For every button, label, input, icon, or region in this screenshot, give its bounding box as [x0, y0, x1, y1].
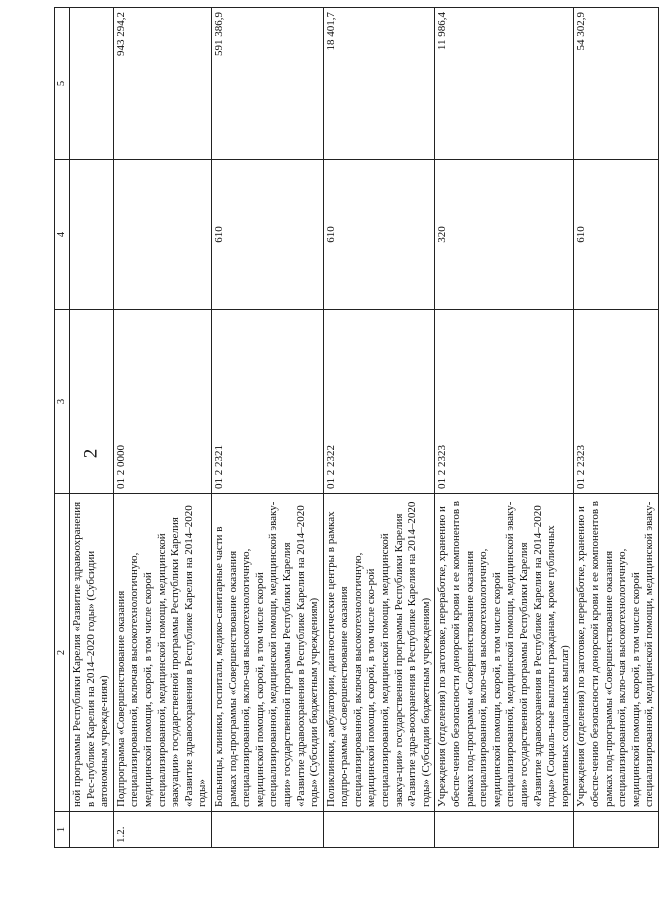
column-header-2: 2	[55, 494, 70, 812]
page-number: 2	[80, 448, 102, 459]
row-description: Поликлиники, амбулатории, диагностические центры в рамках подпро-граммы «Совершенствование оказания специализированной, включая высокотехнологичную, медицинской помощи, скорой, в том числе ско-рой специализированной, медицинской помощи, медицинской эвакуа-ции» государственной программы Республики Карелия «Развитие здра-воохранения в Республике Карелия на 2014–2020 годы» (Субсидии бюджетным учреждениям)	[323, 494, 435, 812]
budget-table	[54, 7, 659, 848]
amount: 11 986,4	[435, 8, 574, 160]
target-article-code: 01 2 0000	[113, 310, 211, 494]
row-description: Учреждения (отделения) по заготовке, переработке, хранению и обеспе-чению безопасности донорской крови и ее компонентов в рамках под-программы «Совершенствование оказания специализированной, вклю-чая высокотехнологичную, медицинской помощи, скорой, в том числе скорой специализированной, медицинской помощи, медицинской эваку-ации» государственной программы Республики Карелия «Развитие здравоохранения в Республике Карелия на 2014–2020 годы» (Социаль-ные выплаты гражданам, кроме публичных нормативных социальных выплат)	[435, 494, 574, 812]
amount: 943 294,2	[113, 8, 211, 160]
column-header-3: 3	[55, 310, 70, 494]
column-header-1: 1	[55, 812, 70, 848]
target-article-code	[70, 310, 114, 494]
row-description: ной программы Республики Карелия «Развитие здравоохранения в Рес-публике Карелия на 2014–2020 годы» (Субсидии автономным учрежде-ниям)	[70, 494, 114, 812]
table-row	[211, 8, 323, 848]
expense-type-code: 610	[574, 160, 659, 310]
amount: 54 302,9	[574, 8, 659, 160]
row-number	[574, 812, 659, 848]
column-header-5: 5	[55, 8, 70, 160]
table-row	[323, 8, 435, 848]
expense-type-code: 610	[211, 160, 323, 310]
row-description: Подпрограмма «Совершенствование оказания специализированной, включая высокотехнологичную, медицинской помощи, скорой, в том числе скорой специализированной, медицинской помощи, медицинской эвакуации» государственной программы Республики Карелия «Развитие здравоохранения в Республике Карелия на 2014–2020 годы»	[113, 494, 211, 812]
row-description: Учреждения (отделения) по заготовке, переработке, хранению и обеспе-чению безопасности донорской крови и ее компонентов в рамках под-программы «Совершенствование оказания специализированной, вклю-чая высокотехнологичную, медицинской помощи, скорой, в том числе скорой специализированной, медицинской помощи, медицинской эваку-	[574, 494, 659, 812]
target-article-code: 01 2 2323	[435, 310, 574, 494]
table-row	[435, 8, 574, 848]
table-row	[574, 8, 659, 848]
expense-type-code	[70, 160, 114, 310]
column-number-row	[55, 8, 70, 848]
row-number	[435, 812, 574, 848]
amount: 18 401,7	[323, 8, 435, 160]
target-article-code: 01 2 2321	[211, 310, 323, 494]
row-number	[323, 812, 435, 848]
table-row	[113, 8, 211, 848]
target-article-code: 01 2 2323	[574, 310, 659, 494]
column-header-4: 4	[55, 160, 70, 310]
row-number	[211, 812, 323, 848]
amount	[70, 8, 114, 160]
table-row	[70, 8, 114, 848]
expense-type-code	[113, 160, 211, 310]
expense-type-code: 320	[435, 160, 574, 310]
amount: 591 386,9	[211, 8, 323, 160]
row-description: Больницы, клиники, госпитали, медико-санитарные части в рамках под-программы «Совершенствование оказания специализированной, вклю-чая высокотехнологичную, медицинской помощи, скорой, в том числе скорой специализированной, медицинской помощи, медицинской эваку-ации» государственной программы Республики Карелия «Развитие здравоохранения в Республике Карелия на 2014–2020 годы» (Субсидии бюджетным учреждениям)	[211, 494, 323, 812]
rotated-budget-table-wrapper	[54, 8, 656, 848]
row-number: 1.2.	[113, 812, 211, 848]
expense-type-code: 610	[323, 160, 435, 310]
target-article-code: 01 2 2322	[323, 310, 435, 494]
row-number	[70, 812, 114, 848]
